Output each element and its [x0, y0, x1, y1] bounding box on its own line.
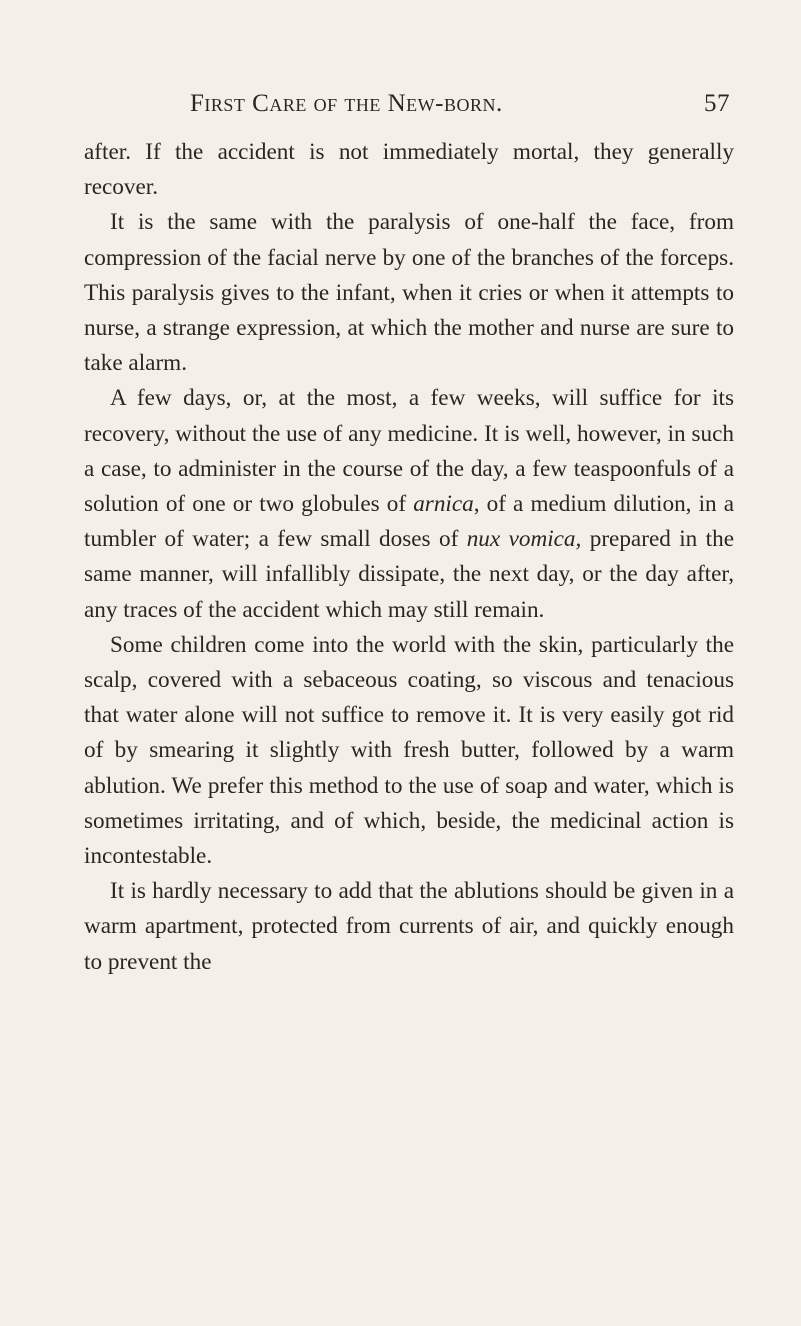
- text-segment: Some children come into the world with the skin, particularly the scalp, covered with a sebaceous coating, so viscous and tenacious that water alone will not suffice to remove it. It is very easily got rid of by smearing it slightly with fresh butter, followed by a warm ablution. We prefer this method to the use of soap and water, which is sometimes irritating, and of which, beside, the medicinal action is incontestable.: [84, 631, 734, 870]
- running-head-title: First Care of the New-born.: [190, 90, 503, 117]
- paragraph: [84, 874, 734, 980]
- body-text: [84, 135, 734, 980]
- page-number: 57: [704, 90, 730, 117]
- text-segment: It is the same with the paralysis of one-half the face, from compression of the facial nerve by one of the branches of the forceps. This paralysis gives to the infant, when it cries or when it attempts to nurse, a strange expression, at which the mother and nurse are sure to take alarm.: [84, 209, 734, 377]
- running-head: [190, 90, 730, 118]
- italic-term: nux vomica,: [466, 526, 582, 553]
- paragraph: [84, 205, 734, 381]
- text-segment: A few days, or, at the most, a few weeks, will suffice for its recovery, without the use of any medicine. It is well, however, in such a case, to administer in the course of the day, a few teaspoonfuls of a solution of one or two globules of: [84, 385, 734, 518]
- text-segment: It is hardly necessary to add that the ablutions should be given in a warm apartment, protected from currents of air, and quickly enough to prevent the: [84, 878, 734, 975]
- text-segment: after. If the accident is not immediately mortal, they generally recover.: [84, 139, 734, 201]
- paragraph: [84, 628, 734, 874]
- paragraph: [84, 381, 734, 627]
- paragraph: [84, 135, 734, 205]
- text-segment: prepared in the same manner, will infallibly dissipate, the next day, or the day after, any traces of the accident which may still remain.: [84, 526, 734, 623]
- text-segment: , of a medium dilution, in a tumbler of water; a few small doses of: [84, 491, 735, 553]
- italic-term: arnica: [413, 491, 474, 518]
